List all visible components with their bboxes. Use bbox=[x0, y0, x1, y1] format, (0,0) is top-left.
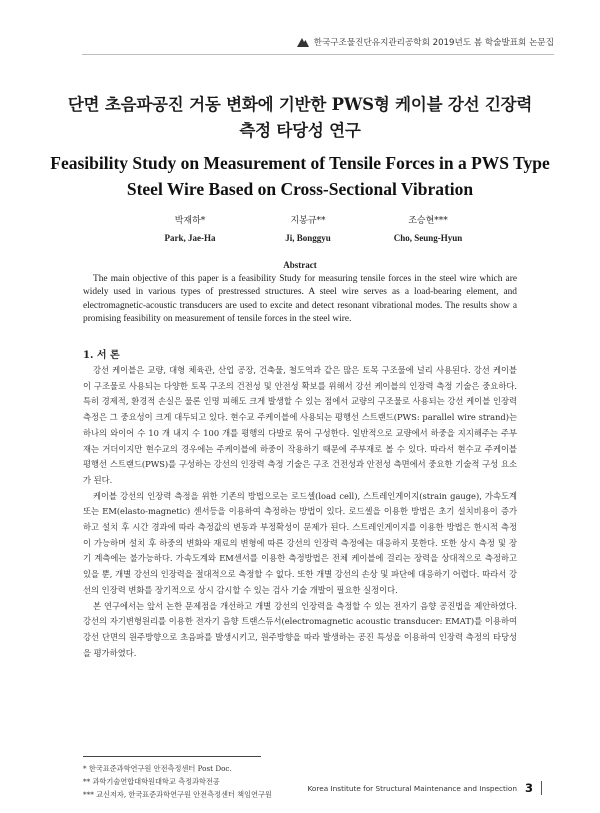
footnotes bbox=[83, 762, 272, 801]
introduction-body bbox=[83, 363, 517, 661]
korean-title-line-1: 단면 초음파공진 거동 변화에 기반한 PWS형 케이블 강선 긴장력 bbox=[67, 95, 533, 114]
footnote-1: * 한국표준과학연구원 안전측정센터 Post Doc. bbox=[83, 764, 232, 773]
korean-title-line-2: 측정 타당성 연구 bbox=[239, 121, 361, 140]
author-1-english-name: Park, Jae-Ha bbox=[164, 233, 216, 243]
english-title bbox=[50, 150, 550, 202]
author-1-korean-name: 박재하* bbox=[174, 216, 206, 226]
page-footer bbox=[308, 781, 542, 795]
footnote-2: ** 과학기술연합대학원대학교 측정과학전공 bbox=[83, 777, 220, 786]
page-number: 3 bbox=[524, 781, 533, 795]
author-2 bbox=[248, 213, 368, 247]
english-title-line-2: Steel Wire Based on Cross-Sectional Vibration bbox=[126, 179, 474, 199]
introduction-paragraph: 본 연구에서는 앞서 논한 문제점을 개선하고 개별 강선의 인장력을 측정할 수 있는 전자기 음향 공진법을 제안하였다. 강선의 자기변형원리를 이용한 전자기 음향 트랜스듀서(electromagnetic acoustic transducer: EMAT)를 이용하여 강선 단면의 원주방향으로 초음파를 발생시키고, 원주방향을 따라 발생하는 공진 특성을 이용하여 인장력 측정의 타당성을 평가하였다. bbox=[83, 600, 517, 658]
author-3-english-name: Cho, Seung-Hyun bbox=[393, 233, 463, 243]
author-3 bbox=[368, 213, 488, 247]
footer-institute: Korea Institute for Structural Maintenance and Inspection bbox=[307, 783, 517, 793]
section-heading-introduction: 1. 서 론 bbox=[83, 350, 120, 361]
journal-header bbox=[297, 36, 554, 48]
english-title-line-1: Feasibility Study on Measurement of Tensile Forces in a PWS Type bbox=[50, 153, 550, 173]
korean-title bbox=[60, 92, 540, 144]
author-1 bbox=[130, 213, 250, 247]
author-2-english-name: Ji, Bonggyu bbox=[285, 233, 331, 243]
author-2-korean-name: 지봉규** bbox=[290, 216, 326, 226]
footnote-3: *** 교신저자, 한국표준과학연구원 안전측정센터 책임연구원 bbox=[83, 790, 272, 799]
introduction-paragraph: 강선 케이블은 교량, 대형 체육관, 산업 공장, 건축물, 철도역과 같은 많은 토목 구조물에 널리 사용된다. 강선 케이블이 구조물로 사용되는 다양한 토목 구조의 건전성 및 안전성 확보를 위해서 강선 케이블의 인장력 측정 기술은 중요하다. 특히 경제적, 환경적 손실은 물론 인명 피해도 크게 발생할 수 있는 점에서 교량의 구조물로 사용되는 강선 케이블 인장력 측정은 그 중요성이 크게 대두되고 있다. 현수교 주케이블에 사용되는 평행선 스트랜드(PWS: parallel wire strand)는 하나의 와이어 수 10 개 내지 수 100 개를 평행의 다발로 묶어 구성한다. 일반적으로 교량에서 하중을 지지해주는 주부재는 거더이지만 현수교의 경우에는 주케이블에 하중이 작용하기 때문에 주부재로 볼 수 있다. 따라서 현수교 주케이블 평행선 스트랜드(PWS)를 구성하는 강선의 인장력 측정 기술은 구조 건전성과 안전성 측면에서 중요한 기술적 구성 요소가 된다. bbox=[83, 365, 517, 485]
mountain-logo-icon bbox=[297, 37, 309, 47]
introduction-paragraph: 케이블 강선의 인장력 측정을 위한 기존의 방법으로는 로드셀(load cell), 스트레인게이지(strain gauge), 가속도계 또는 EM(elasto-magnetic) 센서등을 이용하여 측정하는 방법이 있다. 로드셀을 이용한 방법은 초기 설치비용이 증가하고 설치 후 시간 경과에 따라 측정값의 변동과 부정확성이 문제가 된다. 스트레인게이지를 이용한 방법은 한시적 측정이 가능하며 설치 후 하중의 변화와 재료의 변형에 따른 강선의 인장력 측정에는 대응하지 못한다. 또한 상시 측정 및 장기 계측에는 불가능하다. 가속도계와 EM센서를 이용한 측정방법은 전체 케이블에 걸리는 장력을 상대적으로 측정하고 있을 뿐, 개별 강선의 인장력을 절대적으로 측정할 수 없다. 또한 개별 강선의 손상 및 파단에 대응하기 어렵다. 따라서 강선의 인장력 변화를 장기적으로 상시 감시할 수 있는 검사 기술 개발이 필요한 실정이다. bbox=[83, 490, 517, 595]
author-3-korean-name: 조승현*** bbox=[408, 216, 448, 226]
abstract-heading: Abstract bbox=[283, 260, 317, 270]
header-divider bbox=[82, 54, 554, 55]
journal-name: 한국구조물진단유지관리공학회 2019년도 봄 학술발표회 논문집 bbox=[313, 38, 554, 48]
abstract-text: The main objective of this paper is a feasibility Study for measuring tensile forces in the steel wire which are widely used in various types of prestressed structures. A steel wire serves as a load-bearing element, and electromagnetic-acoustic transducers are used to excite and detect resonant vibrational modes. The results show a promising feasibility on measurement of tensile forces in the steel wire. bbox=[83, 274, 517, 325]
footer-divider bbox=[541, 781, 542, 795]
footnote-divider bbox=[83, 756, 261, 757]
